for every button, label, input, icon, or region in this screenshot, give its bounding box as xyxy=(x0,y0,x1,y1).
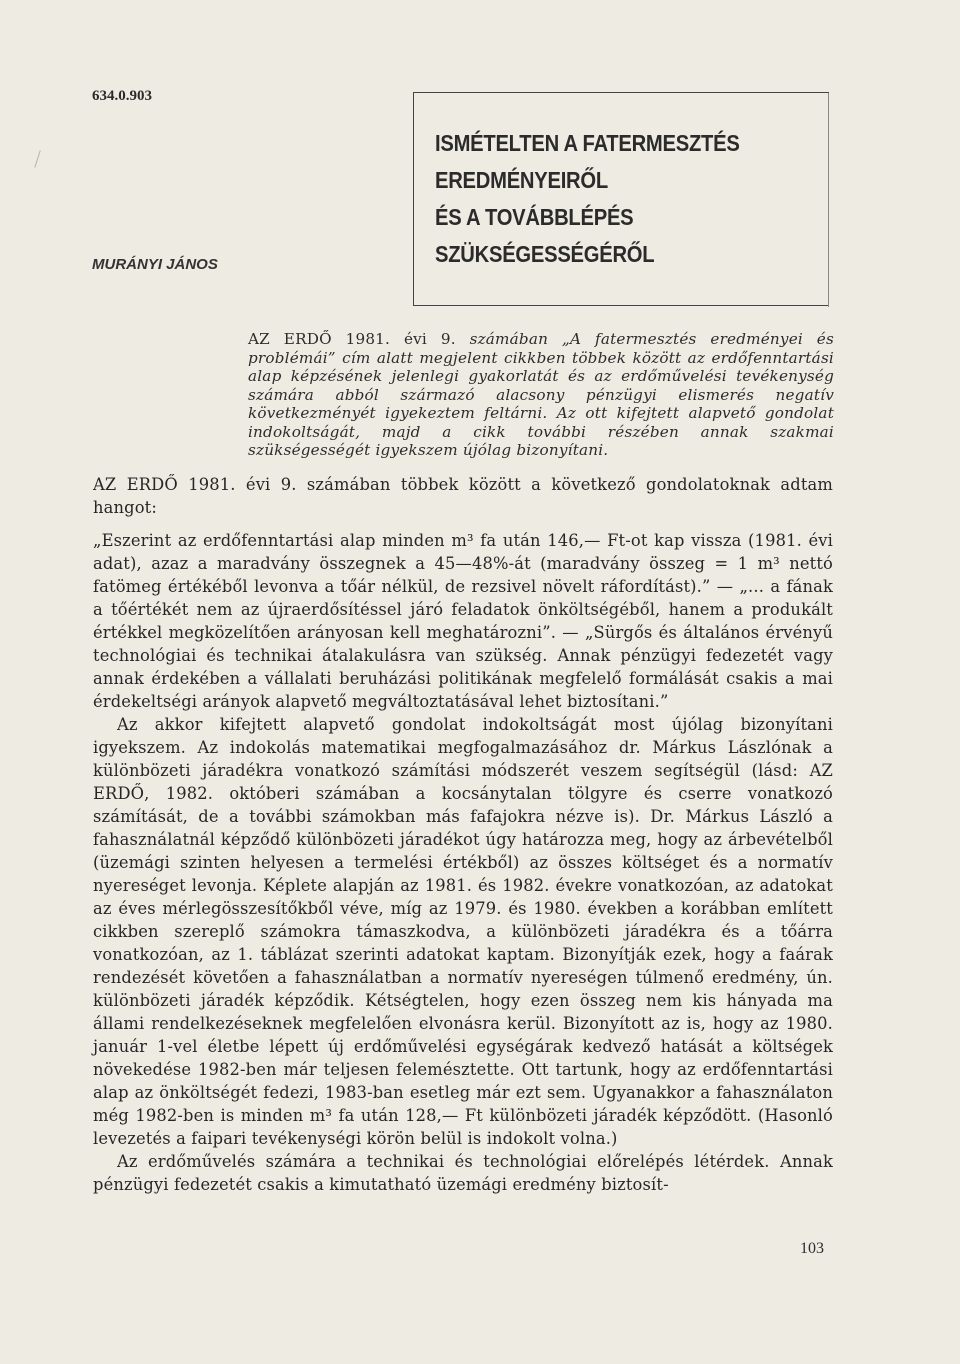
page-number: 103 xyxy=(800,1240,824,1257)
title-line: SZÜKSÉGESSÉGÉRŐL xyxy=(435,241,655,267)
scan-mark xyxy=(34,150,41,167)
lead-paragraph xyxy=(248,330,834,460)
lead-prefix: AZ ERDŐ 1981. évi 9. xyxy=(248,330,456,348)
article-body xyxy=(93,473,833,1196)
body-paragraph: Az akkor kifejtett alapvető gondolat indokoltságát most újólag bizonyítani igyekszem. Az indokolás matematikai megfogalmazásához dr. Márkus Lászlónak a különbözeti járadékra vonatkozó számítási módszerét veszem segítségül (lásd: AZ ERDŐ, 1982. októberi számában a kocsánytalan tölgyre és cserre vonatkozó számítását, de a további számokban más fafajokra nézve is). Dr. Márkus László a fahasználatnál képződő különbözeti járadékot úgy határozza meg, hogy az árbevételből (üzemági szinten helyesen a termelési értékből) az összes költséget és a normatív nyereséget levonja. Képlete alapján az 1981. és 1982. évekre vonatkozóan, az adatokat az éves mérlegösszesítőkből véve, míg az 1979. és 1980. években a korábban említett cikkben szereplő számokra támaszkodva, a különbözeti járadékra és a tőárra vonatkozóan, az 1. táblázat szerinti adatokat kaptam. Bizonyítják ezek, hogy a faárak rendezését követően a fahasználatban a normatív nyereségen túlmenő eredmény, ún. különbözeti járadék képződik. Kétségtelen, hogy ezen összeg nem kis hányada ma állami rendelkezéseknek megfelelően elvonásra kerül. Bizonyított az is, hogy az 1980. január 1-vel életbe lépett új erdőművelési egységárak kedvező hatását a költségek növekedése 1982-ben már teljesen felemésztette. Ott tartunk, hogy az erdőfenntartási alap az önköltségét fedezi, 1983-ban esetleg már ezt sem. Ugyanakkor a fahasználaton még 1982-ben is minden m³ fa után 128,— Ft különbözeti járadék képződött. (Hasonló levezetés a faipari tevékenységi körön belül is indokolt volna.) xyxy=(93,715,833,1148)
body-paragraph: AZ ERDŐ 1981. évi 9. számában többek között a következő gondolatoknak adtam hangot: xyxy=(93,475,833,517)
body-paragraph: Az erdőművelés számára a technikai és technológiai előrelépés létérdek. Annak pénzügyi fedezetét csakis a kimutatható üzemági eredmény biztosít- xyxy=(93,1152,833,1194)
body-quote-paragraph: „Eszerint az erdőfenntartási alap minden m³ fa után 146,— Ft-ot kap vissza (1981. évi adat), azaz a maradvány összegnek a 45—48%-át (maradvány összeg = 1 m³ nettó fatömeg értékéből levonva a tőár nélkül, de rezsivel növelt ráfordítást).” — „... a fának a tőértékét nem az újraerdősítéssel járó feladatok önköltségéből, hanem a produkált értékkel megközelítően arányosan kell meghatározni”. — „Sürgős és általános érvényű technológiai és technikai átalakulásra van szükség. Annak pénzügyi fedezetét vagy annak érdekében a vállalati beruházási politikának megfelelő formálását csakis a mai érdekeltségi arányok alapvető megváltoztatásával lehet biztosítani.” xyxy=(93,531,833,711)
title-line: ÉS A TOVÁBBLÉPÉS xyxy=(435,204,634,230)
title-line: ISMÉTELTEN A FATERMESZTÉS xyxy=(435,130,740,156)
title-line: EREDMÉNYEIRŐL xyxy=(435,167,608,193)
lead-text: számában „A fatermesztés eredményei és problémái” cím alatt megjelent cikkben többek között az erdőfenntartási alap képzésének jelenlegi gyakorlatát és az erdőművelési tevékenység számára abból származó alacsony pénzügyi elismerés negatív következményét igyekeztem feltárni. Az ott kifejtett alapvető gondolat indokoltságát, majd a cikk további részében annak szakmai szükségességét igyekszem újólag bizonyítani. xyxy=(248,330,834,459)
udc-code: 634.0.903 xyxy=(92,88,152,104)
article-title xyxy=(435,125,762,273)
author-name: MURÁNYI JÁNOS xyxy=(92,256,218,273)
